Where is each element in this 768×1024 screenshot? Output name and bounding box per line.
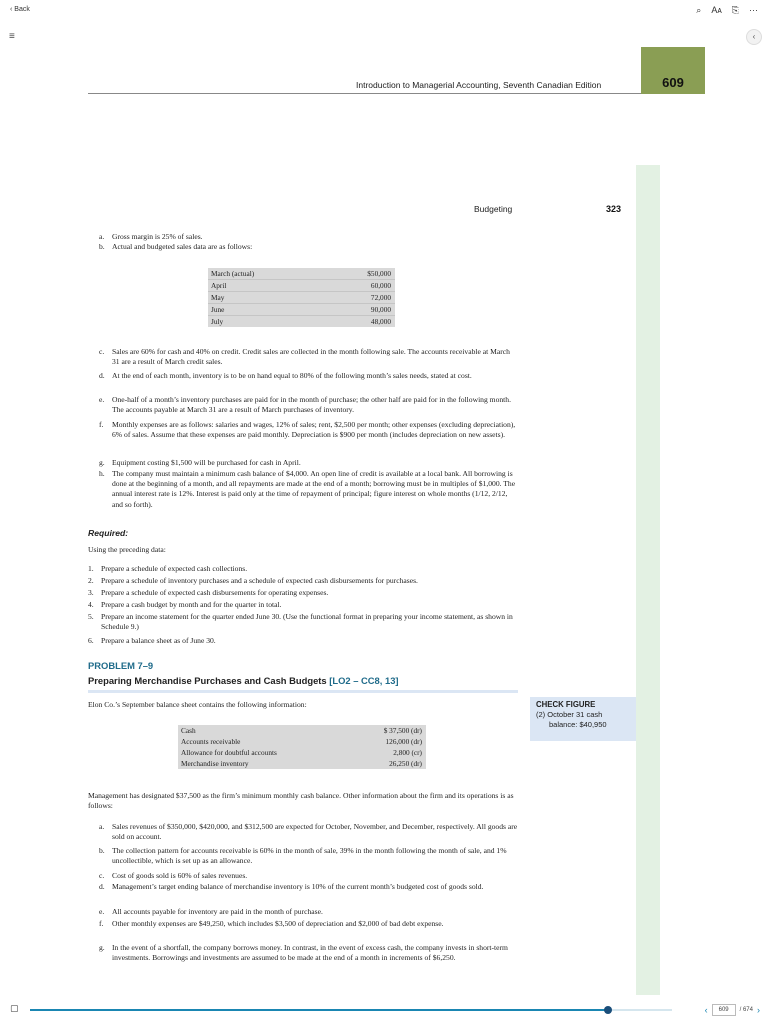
progress-handle[interactable] [604,1006,612,1014]
table-row: Accounts receivable 126,000 (dr) [181,737,422,747]
list-item: b. The collection pattern for accounts receivable is 60% in the month of sale, 39% in the month following the month of sale, and 1% uncollectible, which is set up as an allowance. [99,846,507,866]
margin-strip [636,165,660,995]
progress-slider[interactable] [30,1009,672,1011]
check-figure-box [530,697,636,741]
list-item: f. Monthly expenses are as follows: salaries and wages, 12% of sales; rent, $2,500 per month; other expenses (excluding depreciation), 6% of sales. Assume that these expenses are paid monthly. Depreciation is $900 per month (includes depreciation on new assets). [99,420,516,440]
list-item: d. At the end of each month, inventory is to be on hand equal to 80% of the following month’s sales needs, stated at cost. [99,371,472,380]
bookmark-list-icon[interactable]: ⎘ [731,5,739,15]
list-item: a. Gross margin is 25% of sales. [99,232,203,241]
list-item: 2. Prepare a schedule of inventory purchases and a schedule of expected cash disbursements for purchases. [88,576,418,585]
back-label: Back [14,6,30,13]
problem-intro: Elon Co.’s September balance sheet contains the following information: [88,700,307,709]
table-row: May 72,000 [208,292,395,304]
check-figure-title: CHECK FIGURE [536,700,596,709]
more-icon[interactable]: ··· [749,5,758,15]
menu-icon[interactable]: ≡ [9,31,15,42]
table-row: Merchandise inventory 26,250 (dr) [181,759,422,769]
list-item: g. Equipment costing $1,500 will be purchased for cash in April. [99,458,301,467]
problem-divider [88,690,518,693]
balance-sheet-table [178,725,426,769]
problem-title: Preparing Merchandise Purchases and Cash Budgets [LO2 – CC8, 13] [88,675,399,686]
list-item: 1. Prepare a schedule of expected cash collections. [88,564,248,573]
chevron-left-icon: ‹ [752,32,756,41]
list-item: b. Actual and budgeted sales data are as follows: [99,242,253,251]
book-title: Introduction to Managerial Accounting, Seventh Canadian Edition [356,80,602,90]
check-figure-line: (2) October 31 cash [536,710,603,719]
problem-id: PROBLEM 7–9 [88,660,154,671]
total-pages: / 674 [739,1007,753,1013]
progress-fill [30,1009,608,1011]
check-figure-line: balance: $40,950 [549,720,607,729]
table-row: June 90,000 [208,304,395,316]
bookmark-icon[interactable]: ▢ [10,1003,19,1013]
required-intro: Using the preceding data: [88,545,166,554]
problem-paragraph: Management has designated $37,500 as the firm’s minimum monthly cash balance. Other information about the firm and its operations is as follows: [88,791,514,810]
next-page-icon[interactable]: › [757,1005,760,1015]
page-number: 609 [662,75,684,90]
search-icon[interactable]: ⌕ [696,5,702,15]
list-item: e. All accounts payable for inventory are paid in the month of purchase. [99,907,323,916]
previous-page-icon[interactable]: ‹ [704,1005,708,1015]
table-row: April 60,000 [208,280,395,292]
inner-page-number: 323 [606,204,622,214]
list-item: d. Management’s target ending balance of merchandise inventory is 10% of the current month’s budgeted cost of goods sold. [99,882,484,891]
required-heading: Required: [88,528,129,538]
list-item: 6. Prepare a balance sheet as of June 30. [88,636,216,645]
chevron-left-icon: ‹ [10,6,13,13]
list-item: c. Cost of goods sold is 60% of sales revenues. [99,871,248,880]
header-divider [88,93,641,94]
back-button[interactable] [10,6,30,13]
list-item: c. Sales are 60% for cash and 40% on credit. Credit sales are collected in the month following sale. The accounts receivable at March 31 are a result of March credit sales. [99,347,510,367]
list-item: a. Sales revenues of $350,000, $420,000, and $312,500 are expected for October, November, and December, respectively. All goods are sold on account. [99,822,518,842]
list-item: h. The company must maintain a minimum cash balance of $4,000. An open line of credit is available at a local bank. All borrowing is done at the beginning of a month, and all repayments are made at the end of a month; borrowing must be in multiples of $1,000. The annual interest rate is 12%. Interest is paid only at the time of repayment of principal; figure interest on whole months (1/12, 2/12, and so forth). [99,469,516,509]
table-row: Allowance for doubtful accounts 2,800 (cr) [181,748,422,758]
page-navigator [705,1004,760,1016]
list-item: f. Other monthly expenses are $49,250, which includes $3,500 of depreciation and $2,000 of bad debt expense. [99,919,444,928]
list-item: 4. Prepare a cash budget by month and for the quarter in total. [88,600,282,609]
table-row: July 48,000 [211,317,391,327]
list-item: e. One-half of a month’s inventory purchases are paid for in the month of purchase; the other half are paid for in the following month. The accounts payable at March 31 are a result of March purchases of inventory. [99,395,511,415]
list-item: 3. Prepare a schedule of expected cash disbursements for operating expenses. [88,588,329,597]
reader-footer [0,996,768,1024]
page-input[interactable]: 609 [712,1004,736,1016]
font-size-icon[interactable]: Aᴀ [711,5,722,15]
learning-objective-link[interactable]: [LO2 – CC8, 13] [329,675,399,686]
list-item: 5. Prepare an income statement for the quarter ended June 30. (Use the functional format in preparing your income statement, as shown in Schedule 9.) [88,612,513,632]
sales-table [208,268,395,327]
reader-toolbar [0,0,768,24]
list-item: g. In the event of a shortfall, the company borrows money. In contrast, in the event of excess cash, the company invests in short-term investments. Borrowings and investments are assumed to be made at the end of a month in increments of $6,250. [99,943,508,963]
chapter-title: Budgeting [474,204,513,214]
table-row: March (actual) $50,000 [208,268,395,280]
table-row: Cash $ 37,500 (dr) [181,726,422,735]
collapse-panel-button[interactable] [746,29,762,45]
